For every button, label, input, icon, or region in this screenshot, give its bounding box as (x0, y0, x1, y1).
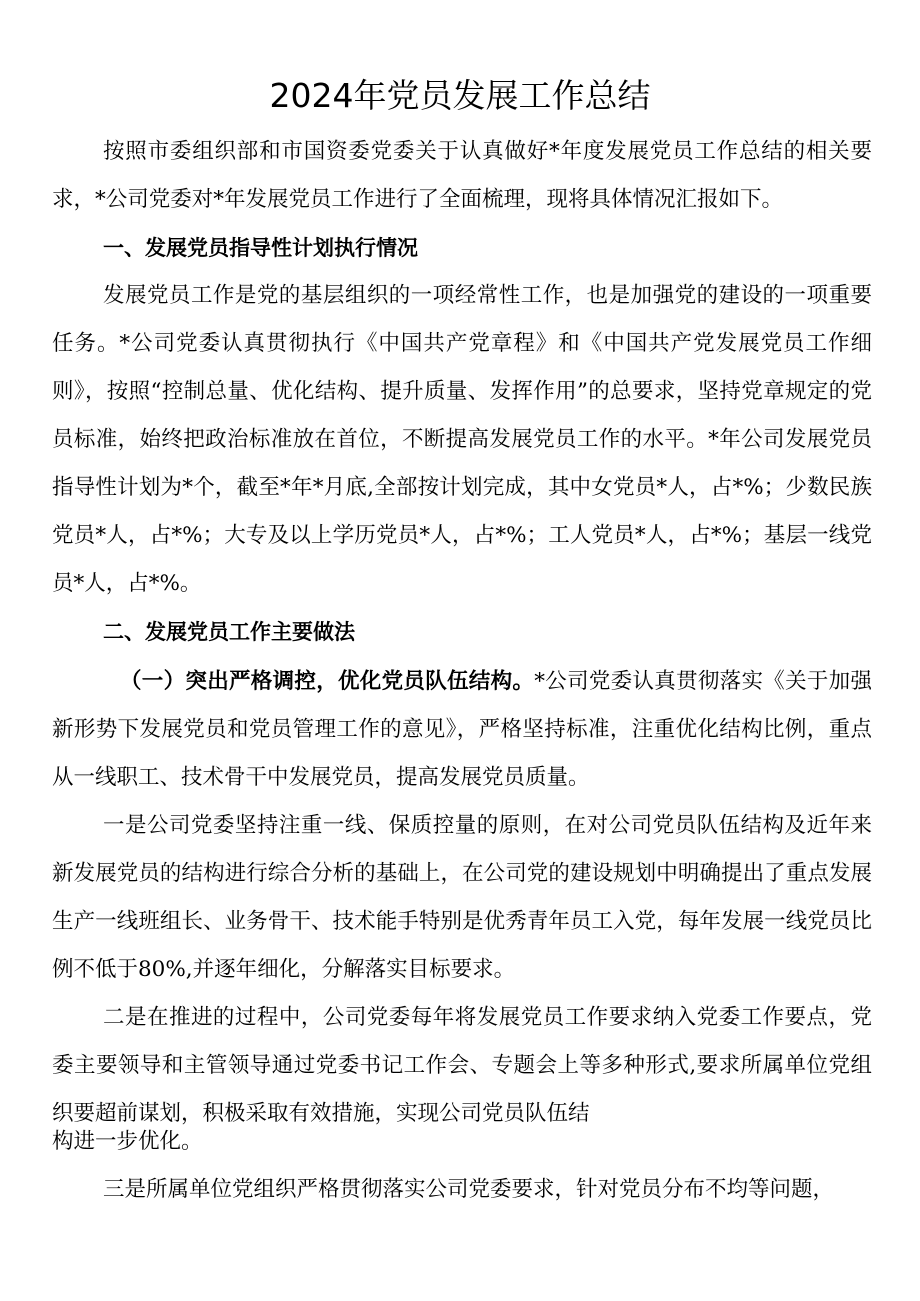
page-title: 2024年党员发展工作总结 (269, 76, 651, 115)
point-3-paragraph: 三是所属单位党组织严格贯彻落实公司党委要求，针对党员分布不均等问题， (103, 1177, 835, 1202)
point-2-continuation: 构进一步优化。 (52, 1129, 203, 1154)
section-1-paragraph: 发展党员工作是党的基层组织的一项经常性工作，也是加强党的建设的一项重要任务。*公司党委认真贯彻执行《中国共产党章程》和《中国共产党发展党员工作细则》，按照“控制总量、优化结构、提升质量、发挥作用”的总要求，坚持党章规定的党员标准，始终把政治标准放在首位，不断提高发展党员工作的水平。*年公司发展党员指导性计划为*个，截至*年*月底,全部按计划完成，其中女党员*人，占*%；少数民族党员*人，占*%；大专及以上学历党员*人，占*%；工人党员*人，占*%；基层一线党员*人，占*%。 (52, 283, 872, 596)
subsection-1-body: *公司党委认真贯彻落实《关于加强新形势下发展党员和党员管理工作的意见》，严格坚持标准，注重优化结构比例，重点从一线职工、技术骨干中发展党员，提高发展党员质量。 (52, 669, 872, 790)
section-1-heading: 一、发展党员指导性计划执行情况 (103, 236, 418, 260)
point-2-paragraph: 二是在推进的过程中，公司党委每年将发展党员工作要求纳入党委工作要点，党委主要领导和主管领导通过党委书记工作会、专题会上等多种形式,要求所属单位党组织要超前谋划，积极采取有效措施，实现公司党员队伍结 (52, 1005, 872, 1126)
intro-paragraph: 按照市委组织部和市国资委党委关于认真做好*年度发展党员工作总结的相关要求，*公司党委对*年发展党员工作进行了全面梳理，现将具体情况汇报如下。 (52, 139, 872, 212)
point-1-paragraph: 一是公司党委坚持注重一线、保质控量的原则，在对公司党员队伍结构及近年来新发展党员的结构进行综合分析的基础上，在公司党的建设规划中明确提出了重点发展生产一线班组长、业务骨干、技术能手特别是优秀青年员工入党，每年发展一线党员比例不低于80%,并逐年细化，分解落实目标要求。 (52, 813, 872, 982)
subsection-1-lead: （一）突出严格调控，优化党员队伍结构。 (120, 669, 535, 694)
section-2-heading: 二、发展党员工作主要做法 (103, 620, 355, 644)
subsection-1-paragraph (52, 658, 872, 802)
